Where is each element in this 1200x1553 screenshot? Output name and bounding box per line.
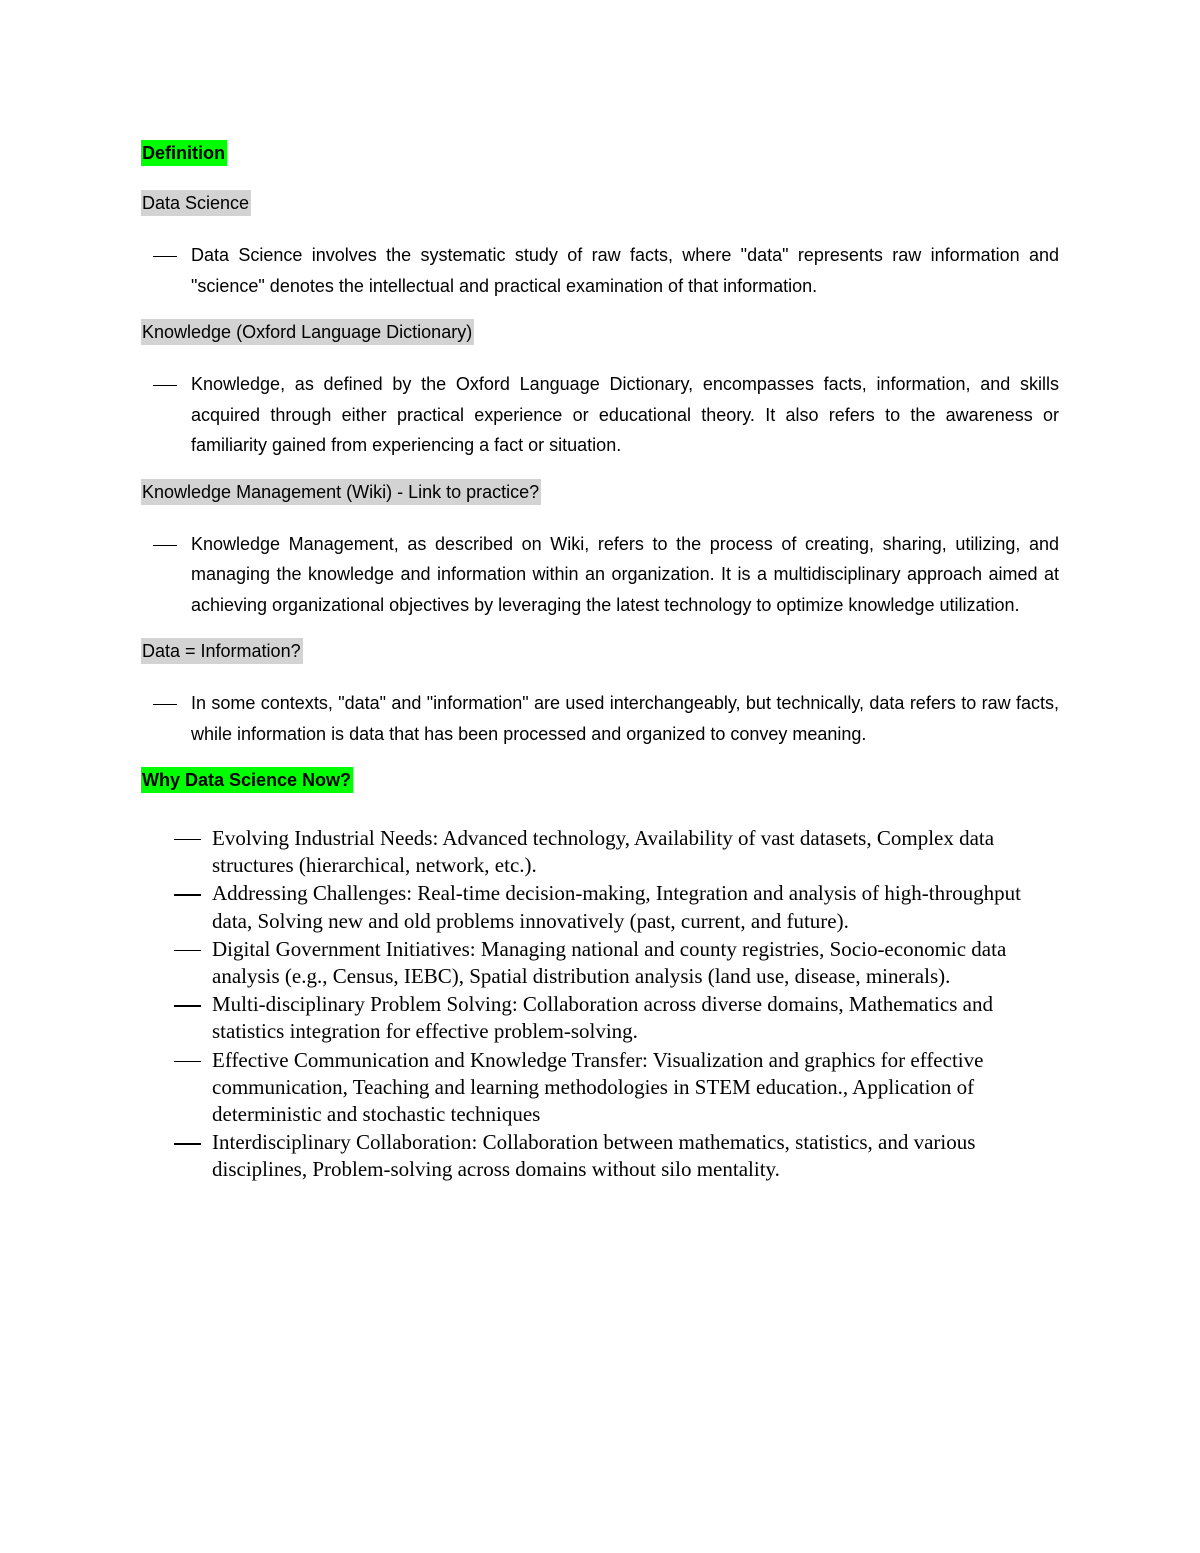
list-item	[141, 1047, 1059, 1129]
list-item	[141, 825, 1059, 879]
list-item	[141, 1129, 1059, 1183]
heading-definition: Definition	[141, 140, 227, 166]
list-item	[141, 936, 1059, 990]
heading-data-information: Data = Information?	[141, 638, 303, 664]
list-item-text: Addressing Challenges: Real-time decision-making, Integration and analysis of high-throughput data, Solving new and old problems innovatively (past, current, and future).	[212, 881, 1021, 933]
paragraph-text: In some contexts, "data" and "information" are used interchangeably, but technically, data refers to raw facts, while information is data that has been processed and organized to convey meaning.	[191, 693, 1059, 744]
list-item	[141, 991, 1059, 1045]
list-item	[141, 880, 1059, 934]
paragraph-text: Knowledge, as defined by the Oxford Language Dictionary, encompasses facts, information, and skills acquired through either practical experience or educational theory. It also refers to the awareness or familiarity gained from experiencing a fact or situation.	[191, 374, 1059, 455]
heading-knowledge: Knowledge (Oxford Language Dictionary)	[141, 319, 474, 345]
paragraph-text: Knowledge Management, as described on Wiki, refers to the process of creating, sharing, utilizing, and managing the knowledge and information within an organization. It is a multidisciplinary approach aimed at achieving organizational objectives by leveraging the latest technology to optimize knowledge utilization.	[191, 533, 1059, 615]
paragraph-data-science	[141, 240, 1059, 301]
list-item-text: Multi-disciplinary Problem Solving: Collaboration across diverse domains, Mathematics and statistics integration for effective problem-solving.	[212, 992, 993, 1044]
heading-data-science: Data Science	[141, 190, 251, 216]
paragraph-text: Data Science involves the systematic study of raw facts, where "data" represents raw information and "science" denotes the intellectual and practical examination of that information.	[191, 245, 1059, 296]
paragraph-knowledge	[141, 369, 1059, 461]
paragraph-data-information	[141, 688, 1059, 749]
document-content	[141, 140, 1059, 1185]
list-item-text: Interdisciplinary Collaboration: Collaboration between mathematics, statistics, and various disciplines, Problem-solving across domains without silo mentality.	[212, 1130, 976, 1182]
list-item-text: Evolving Industrial Needs: Advanced technology, Availability of vast datasets, Complex data structures (hierarchical, network, etc.).	[212, 826, 995, 878]
paragraph-knowledge-management	[141, 529, 1059, 621]
heading-why-now: Why Data Science Now?	[141, 767, 353, 793]
list-item-text: Digital Government Initiatives: Managing national and county registries, Socio-economic data analysis (e.g., Census, IEBC), Spatial distribution analysis (land use, disease, minerals).	[212, 936, 1007, 989]
why-now-list	[141, 825, 1059, 1184]
list-item-text: Effective Communication and Knowledge Transfer: Visualization and graphics for effective communication, Teaching and learning methodologies in STEM education., Application of deterministic and stochastic techniques	[212, 1047, 984, 1127]
heading-knowledge-management: Knowledge Management (Wiki) - Link to practice?	[141, 479, 541, 505]
